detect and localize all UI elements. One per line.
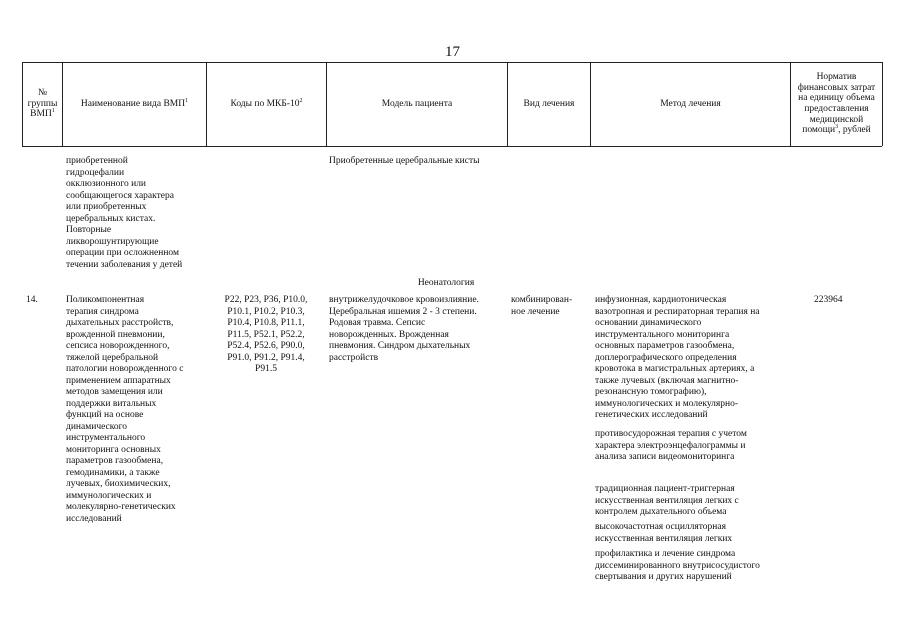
header-vmp-name: Наименование вида ВМП$^1$ xyxy=(80,97,189,109)
continuation-vmp-name: приобретенной гидроцефалии окклюзионного или сообщающегося характера или приобретенных церебральных кистах. Повторные ликворошунтирующие операции при осложненном течении заболевания у детей xyxy=(66,156,183,270)
header-icd-codes: Коды по МКБ-$10^2$ xyxy=(230,97,303,109)
page-number: 17 xyxy=(445,44,460,60)
header-patient-model: Модель пациента xyxy=(381,98,453,109)
header-bottom-rule xyxy=(22,146,882,147)
header-treatment-method: Метод лечения xyxy=(660,98,721,109)
row-method-oscillatory: высокочастотная осцилляторная искусственная вентиляция легких xyxy=(595,522,733,544)
row-method-infusion: инфузионная, кардиотоническая вазотропная и респираторная терапия на основании динамического инструментального мониторинга основных параметров газообмена, доплерографического определения кровотока в магистральных артериях, а также лучевых (включая магнитно- резонансную томографию), иммунологических и молекулярно- генетических исследований xyxy=(595,295,760,420)
row-method-ventilation: традиционная пациент-триггерная искусственная вентиляция легких с контролем дыхательного объема xyxy=(595,484,739,517)
continuation-patient-model: Приобретенные церебральные кисты xyxy=(329,156,480,166)
header-treatment-type: Вид лечения xyxy=(523,98,575,109)
row-patient-model: внутрижелудочковое кровоизлияние. Церебральная ишемия 2 - 3 степени. Родовая травма. Сепсис новорожденных. Врожденная пневмония. Синдром дыхательных расстройств xyxy=(329,295,479,363)
row-treatment-type: комбинирован- ное лечение xyxy=(511,295,573,317)
header-norm-cost: Норматив финансовых затрат на единицу объема предоставления медицинской помощи$^3$, рублей xyxy=(797,72,876,136)
section-title: Неонатология xyxy=(417,278,475,288)
row-vmp-name: Поликомпонентная терапия синдрома дыхательных расстройств, врожденной пневмонии, сепсиса новорожденного, тяжелой церебральной патологии новорожденного с применением аппаратных методов замещения или поддержки витальных функций на основе динамического инструментального мониторинга основных параметров газообмена, гемодинамики, а также лучевых, биохимических, иммунологических и молекулярно-генетических исследований xyxy=(66,295,184,524)
row-group-number: 14. xyxy=(26,295,38,305)
header-border-right xyxy=(882,62,883,146)
row-icd-codes: P22, P23, P36, P10.0, P10.1, P10.2, P10.3, P10.4, P10.8, P11.1, P11.5, P52.1, P52.2, P52.4, P52.6, P90.0, P91.0, P91.2, P91.4, P91.5 xyxy=(224,295,308,374)
header-group-number: № группы ВМП$^1$ xyxy=(27,88,58,120)
row-norm-cost: 223964 xyxy=(814,295,843,305)
row-method-dic-prophylaxis: профилактика и лечение синдрома диссеминированного внутрисосудистого свертывания и других нарушений xyxy=(595,549,760,582)
row-method-anticonvulsant: противосудорожная терапия с учетом характера электроэнцефалограммы и анализа записи видеомониторинга xyxy=(595,429,747,462)
